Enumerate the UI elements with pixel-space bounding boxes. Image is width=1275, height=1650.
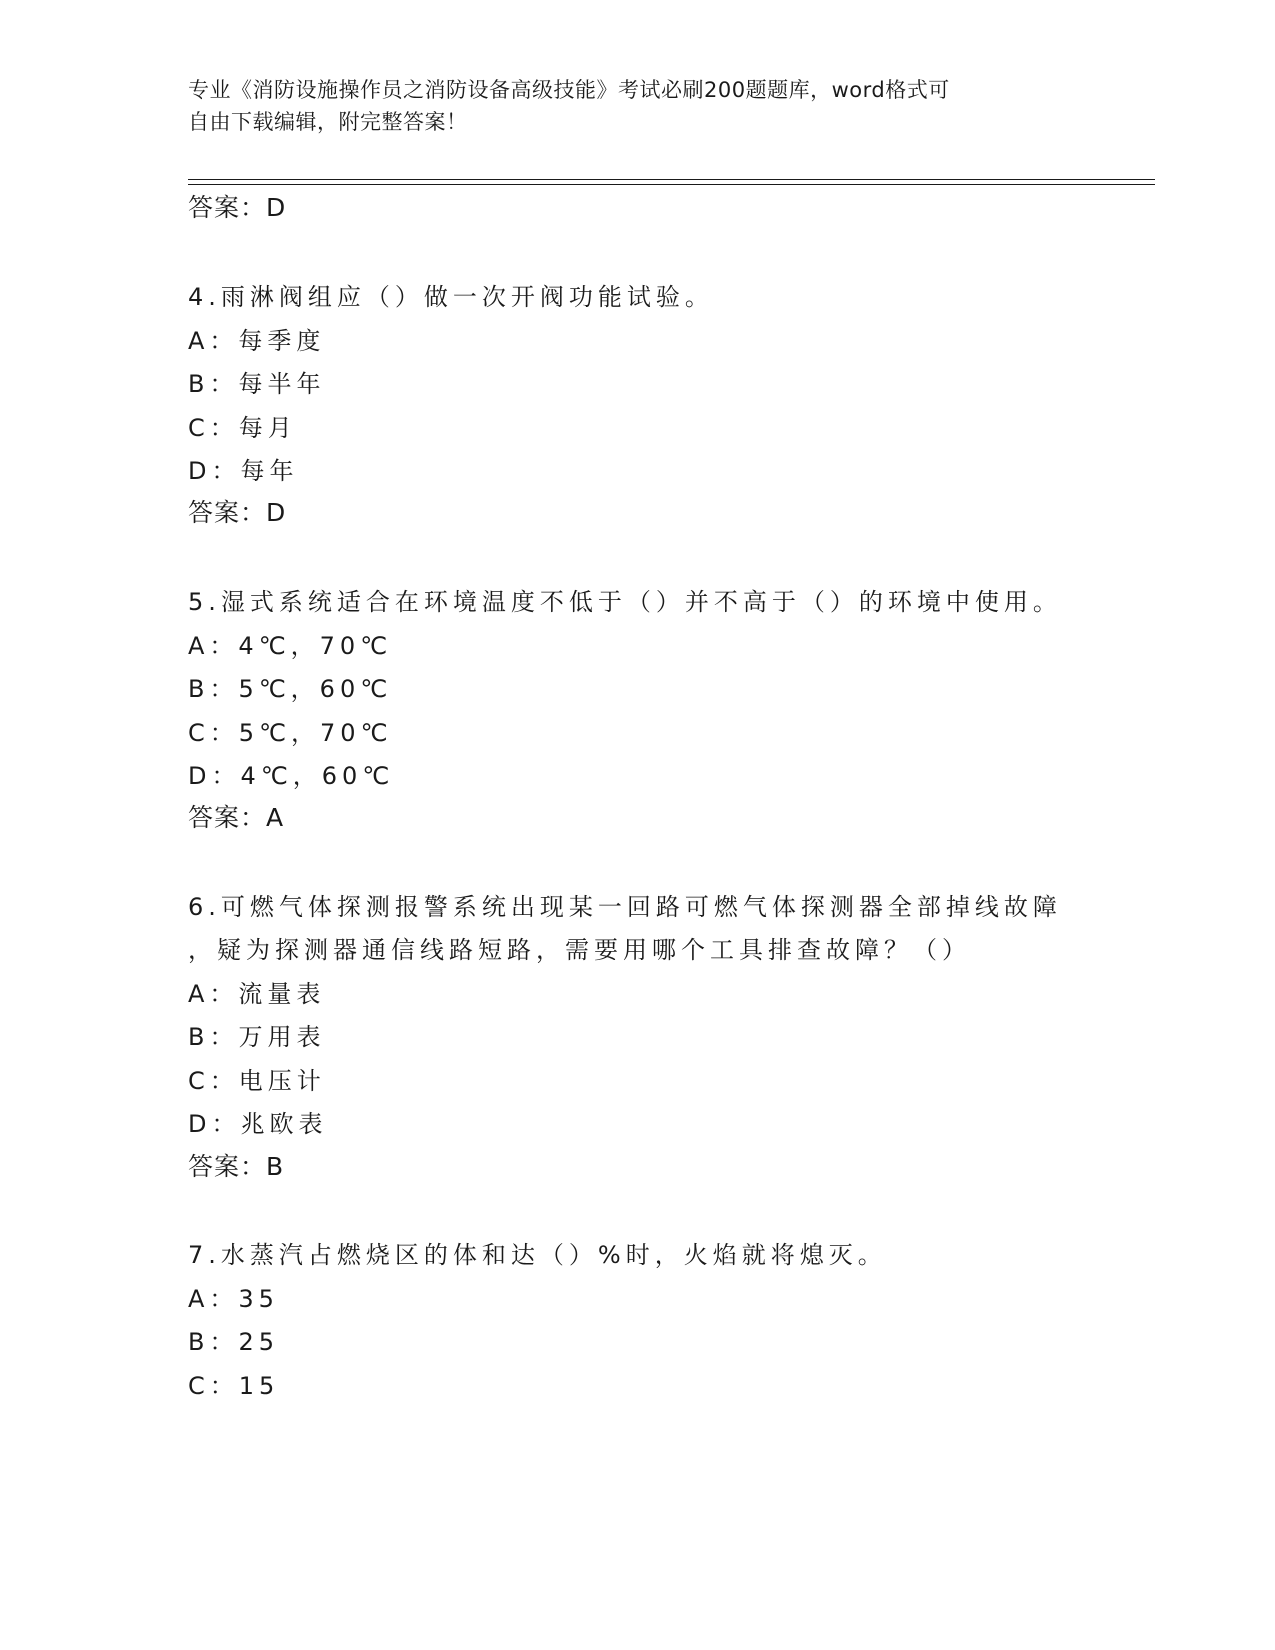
- q7-option-c: C：15: [188, 1372, 280, 1400]
- q4-answer: 答案：D: [188, 498, 287, 527]
- answer-previous: 答案：D: [188, 193, 287, 222]
- header-divider-top: [188, 179, 1155, 180]
- q4-option-d: D：每年: [188, 457, 299, 485]
- q5-option-c: C：5℃，70℃: [188, 719, 393, 747]
- header-divider-bottom: [188, 184, 1155, 185]
- header-line-2: 自由下载编辑，附完整答案！: [188, 110, 468, 134]
- q6-answer: 答案：B: [188, 1152, 285, 1181]
- q5-option-a: A：4℃，70℃: [188, 632, 393, 660]
- q4-option-b: B：每半年: [188, 370, 326, 398]
- q6-option-d: D：兆欧表: [188, 1110, 328, 1138]
- question-6-line-1: 6.可燃气体探测报警系统出现某一回路可燃气体探测器全部掉线故障: [188, 893, 1062, 921]
- question-4: 4.雨淋阀组应（）做一次开阀功能试验。: [188, 283, 714, 311]
- question-6-line-2: ，疑为探测器通信线路短路，需要用哪个工具排查故障？（）: [188, 936, 971, 964]
- q7-option-a: A：35: [188, 1285, 279, 1313]
- q6-option-c: C：电压计: [188, 1067, 326, 1095]
- q5-answer: 答案：A: [188, 803, 285, 832]
- q4-option-c: C：每月: [188, 414, 297, 442]
- q5-option-d: D：4℃，60℃: [188, 762, 395, 790]
- q6-option-b: B：万用表: [188, 1023, 326, 1051]
- q4-option-a: A：每季度: [188, 327, 326, 355]
- question-5: 5.湿式系统适合在环境温度不低于（）并不高于（）的环境中使用。: [188, 588, 1062, 616]
- q7-option-b: B：25: [188, 1328, 280, 1356]
- q5-option-b: B：5℃，60℃: [188, 675, 393, 703]
- document-header: [188, 74, 1088, 138]
- q6-option-a: A：流量表: [188, 980, 326, 1008]
- question-7: 7.水蒸汽占燃烧区的体和达（）%时，火焰就将熄灭。: [188, 1241, 887, 1269]
- header-line-1: 专业《消防设施操作员之消防设备高级技能》考试必刷200题题库，word格式可: [188, 78, 950, 102]
